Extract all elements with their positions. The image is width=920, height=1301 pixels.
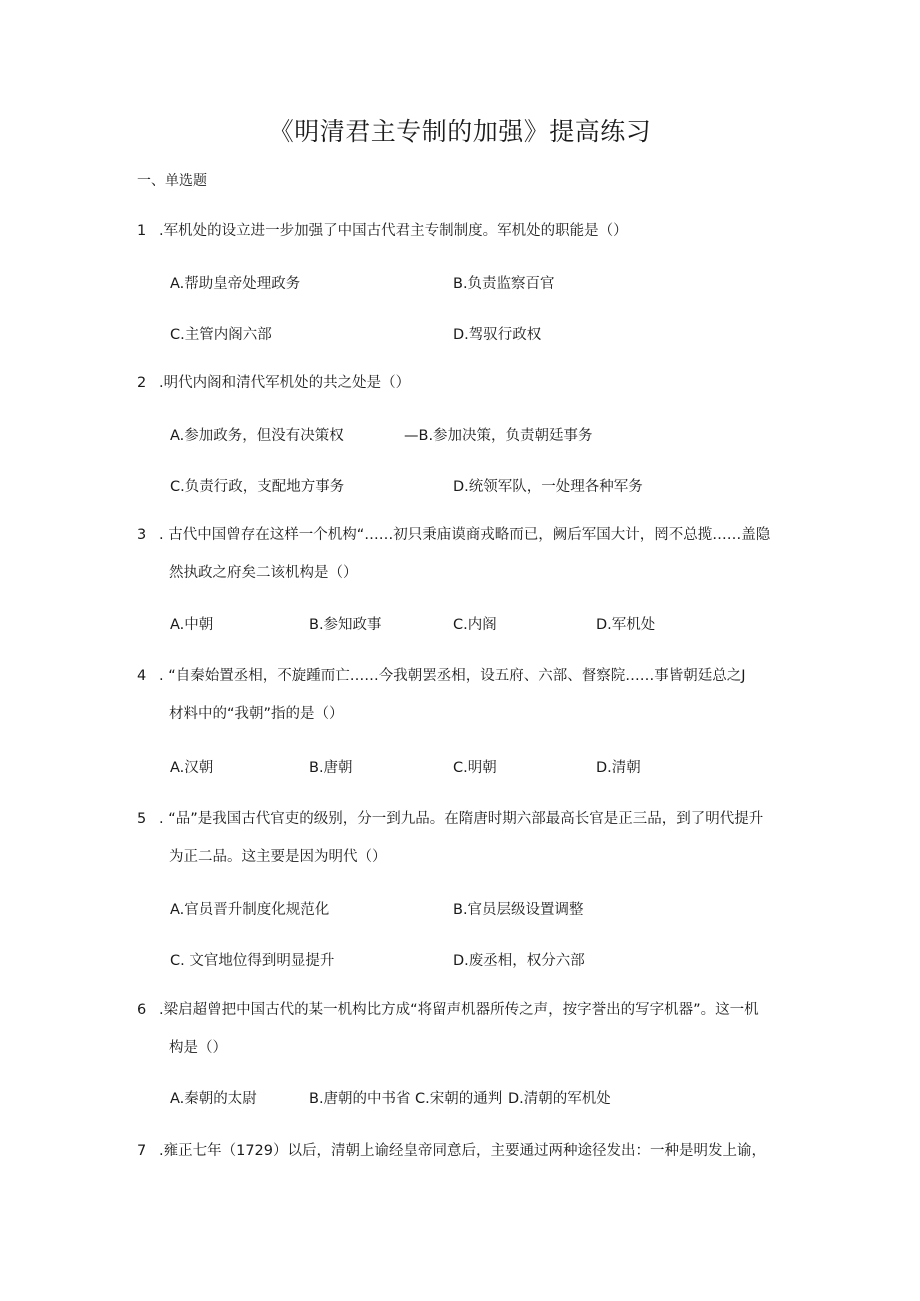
option-b: B.官员层级设置调整 xyxy=(453,902,584,918)
question-text-continued: 材料中的“我朝”指的是（） xyxy=(169,706,344,722)
question-1 xyxy=(137,212,787,250)
option-b: —B.参加决策，负责朝廷事务 xyxy=(404,428,593,444)
option-b: B.唐朝 xyxy=(309,760,353,776)
option-c: C.负责行政，支配地方事务 xyxy=(170,479,345,495)
question-text: . “品”是我国古代官吏的级别，分一到九品。在隋唐时期六部最高长官是正三品，到了明代提升 xyxy=(159,811,764,827)
question-7 xyxy=(137,1132,787,1170)
option-c: C.主管内阁六部 xyxy=(170,327,272,343)
option-a: A.中朝 xyxy=(170,617,214,633)
question-text-continued: 然执政之府矣二该机构是（） xyxy=(169,565,358,581)
option-b: B.负责监察百官 xyxy=(453,276,555,292)
question-3 xyxy=(137,516,787,592)
option-a: A.参加政务，但没有决策权 xyxy=(170,428,344,444)
option-d: D.清朝 xyxy=(596,760,641,776)
option-d: D.驾驭行政权 xyxy=(453,327,542,343)
question-text: . “自秦始置丞相，不旋踵而亡……今我朝罢丞相，设五府、六部、督察院……事皆朝廷总之J xyxy=(159,668,746,684)
option-c: C.明朝 xyxy=(453,760,497,776)
question-number: 5 xyxy=(137,811,147,827)
question-4 xyxy=(137,657,787,733)
option-d: D.清朝的军机处 xyxy=(508,1091,611,1107)
question-number: 6 xyxy=(137,1002,147,1018)
option-c: C.内阁 xyxy=(453,617,497,633)
section-heading: 一、单选题 xyxy=(137,173,207,189)
question-number: 4 xyxy=(137,668,147,684)
question-6 xyxy=(137,991,787,1067)
question-text: .雍正七年（1729）以后，清朝上谕经皇帝同意后，主要通过两种途径发出：一种是明发上谕， xyxy=(159,1143,767,1159)
option-a: A.秦朝的太尉 xyxy=(170,1091,257,1107)
question-number: 1 xyxy=(137,223,147,239)
question-text: .梁启超曾把中国古代的某一机构比方成“将留声机器所传之声，按字誉出的写字机器”。这一机 xyxy=(159,1002,759,1018)
question-text: . 古代中国曾存在这样一个机构“……初只秉庙谟商戎略而已，阙后军国大计，罔不总揽……盖隐 xyxy=(159,527,771,543)
option-d: D.废丞相，权分六部 xyxy=(453,953,585,969)
question-number: 2 xyxy=(137,375,147,391)
option-a: A.汉朝 xyxy=(170,760,214,776)
question-text-continued: 为正二品。这主要是因为明代（） xyxy=(169,849,387,865)
option-c: C. 文官地位得到明显提升 xyxy=(170,953,335,969)
option-d: D.统领军队，一处理各种军务 xyxy=(453,479,643,495)
option-c: C.宋朝的通判 xyxy=(415,1091,503,1107)
option-d: D.军机处 xyxy=(596,617,656,633)
question-text: .明代内阁和清代军机处的共之处是（） xyxy=(159,375,411,391)
option-a: A.帮助皇帝处理政务 xyxy=(170,276,301,292)
option-b: B.参知政事 xyxy=(309,617,382,633)
option-b: B.唐朝的中书省 xyxy=(309,1091,411,1107)
question-number: 3 xyxy=(137,527,147,543)
option-a: A.官员晋升制度化规范化 xyxy=(170,902,330,918)
page-title: 《明清君主专制的加强》提高练习 xyxy=(268,117,652,146)
question-number: 7 xyxy=(137,1143,147,1159)
question-text: .军机处的设立进一步加强了中国古代君主专制制度。军机处的职能是（） xyxy=(159,223,628,239)
question-5 xyxy=(137,800,787,876)
question-2 xyxy=(137,364,787,402)
question-text-continued: 构是（） xyxy=(169,1040,227,1056)
